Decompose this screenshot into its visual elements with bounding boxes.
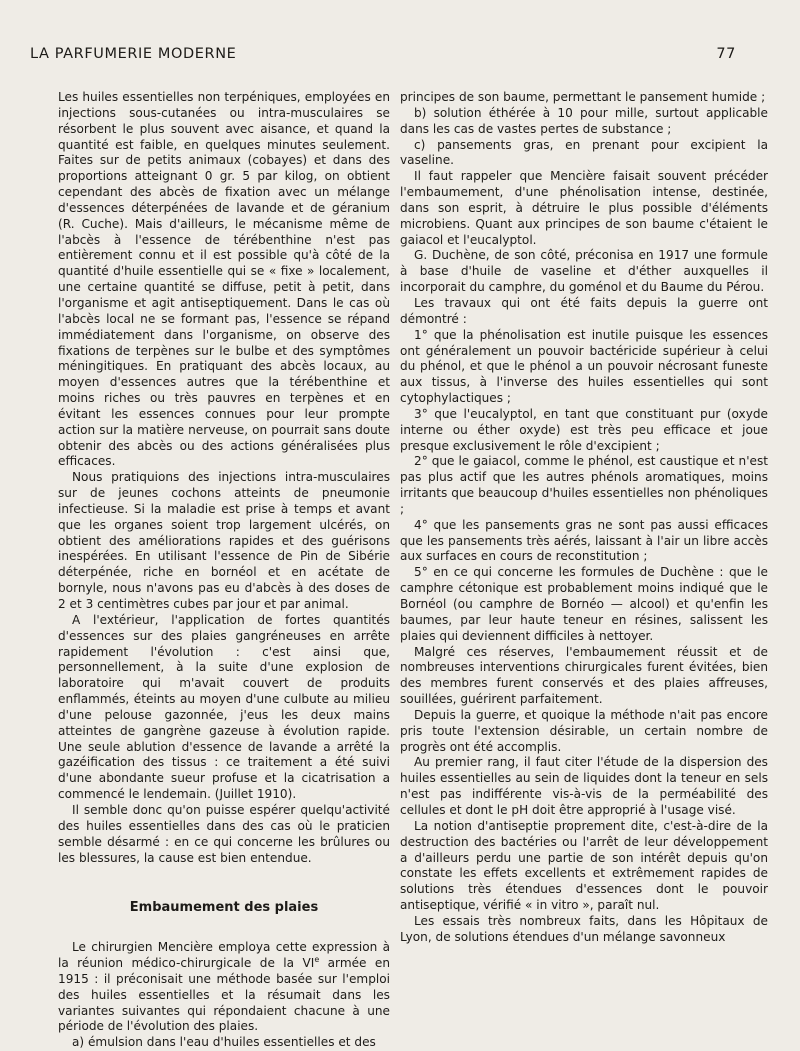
paragraph: c) pansements gras, en prenant pour excipient la vaseline. xyxy=(400,137,768,168)
paragraph: Les huiles essentielles non terpéniques, employées en injections sous-cutanées ou intra-musculaires se résorbent le plus souvent avec aisance, et quand la quantité est faible, en quelques minutes seulement. Faites sur de petits animaux (cobayes) et dans des proportions atteignant 0 gr. 5 par kilog, on obtient cependant des abcès de fixation avec un mélange d'essences déterpénées de lavande et de géranium (R. Cuche). Mais d'ailleurs, le mécanisme même de l'abcès à l'essence de térébenthine n'est pas entièrement connu et il est possible qu'à côté de la quantité d'huile essentielle qui se « fixe » localement, une certaine quantité se diffuse, petit à petit, dans l'organisme et agit antiseptiquement. Dans le cas où l'abcès local ne se formant pas, l'essence se répand immédiatement dans l'organisme, on observe des fixations de terpènes sur le bulbe et des symptômes méningitiques. En pratiquant des abcès locaux, au moyen d'essences autres que la térébenthine et moins riches ou très pauvres en terpènes et en évitant les essences connues pour leur prompte action sur la matière nerveuse, on pourrait sans doute obtenir des abcès ou des actions généralisées plus efficaces. xyxy=(58,90,390,469)
paragraph: 1° que la phénolisation est inutile puisque les essences ont généralement un pouvoir bactéricide supérieur à celui du phénol, et que le phénol a un pouvoir nécrosant funeste aux tissus, à l'inverse des huiles essentielles qui sont cytophylactiques ; xyxy=(400,327,768,406)
paragraph: G. Duchène, de son côté, préconisa en 1917 une formule à base d'huile de vaseline et d'éther auxquelles il incorporait du camphre, du goménol et du Baume du Pérou. xyxy=(400,248,768,295)
paragraph: Il faut rappeler que Mencière faisait souvent précéder l'embaumement, d'une phénolisation intense, destinée, dans son esprit, à détruire le plus possible d'éléments microbiens. Quant aux principes de son baume c'étaient le gaiacol et l'eucalyptol. xyxy=(400,169,768,247)
paragraph: b) solution éthérée à 10 pour mille, surtout applicable dans les cas de vastes pertes de substance ; xyxy=(400,105,768,136)
paragraph: La notion d'antiseptie proprement dite, c'est-à-dire de la destruction des bactéries ou l'arrêt de leur développement a d'ailleurs perdu une partie de son intérêt depuis qu'on constate les effets excellents et extrêmement rapides de solutions très étendues d'essences dont le pouvoir antiseptique, vérifié « in vitro », paraît nul. xyxy=(400,818,768,913)
paragraph: Nous pratiquions des injections intra-musculaires sur de jeunes cochons atteints de pneumonie infectieuse. Si la maladie est prise à temps et avant que les organes soient trop largement ulcérés, on obtient des améliorations rapides et des guérisons inespérées. En utilisant l'essence de Pin de Sibérie déterpénée, riche en bornéol et en acétate de bornyle, nous n'avons pas eu d'abcès à des doses de 2 et 3 centimètres cubes par jour et par animal. xyxy=(58,470,390,611)
paragraph: Depuis la guerre, et quoique la méthode n'ait pas encore pris toute l'extension désirable, un certain nombre de progrès ont été accomplis. xyxy=(400,707,768,754)
paragraph: Les essais très nombreux faits, dans les Hôpitaux de Lyon, de solutions étendues d'un mélange savonneux xyxy=(400,913,768,944)
paragraph: 5° en ce qui concerne les formules de Duchène : que le camphre cétonique est probablement moins indiqué que le Bornéol (ou camphre de Bornéo — alcool) et qu'enfin les baumes, par leur haute teneur en résines, salissent les plaies qui deviennent difficiles à nettoyer. xyxy=(400,565,768,643)
left-column xyxy=(58,90,390,1051)
paragraph: Il semble donc qu'on puisse espérer quelqu'activité des huiles essentielles dans des cas où le praticien semble désarmé : en ce qui concerne les brûlures ou les blessures, la cause est bien entendue. xyxy=(58,802,390,865)
paragraph: Malgré ces réserves, l'embaumement réussit et de nombreuses interventions chirurgicales furent évitées, bien des membres furent conservés et des plaies affreuses, souillées, guérirent parfaitement. xyxy=(400,644,768,707)
paragraph: A l'extérieur, l'application de fortes quantités d'essences sur des plaies gangréneuses en arrête rapidement l'évolution : c'est ainsi que, personnellement, à la suite d'une explosion de laboratoire qui m'avait couvert de produits enflammés, éteints au moyen d'une culbute au milieu d'une pelouse gazonnée, j'eus les deux mains atteintes de gangrène gazeuse à évolution rapide. Une seule ablution d'essence de lavande a arrêté la gazéification des tissus : ce traitement a été suivi d'une abondante sueur profuse et la cicatrisation a commencé le lendemain. (Juillet 1910). xyxy=(58,612,390,802)
page-header xyxy=(30,46,770,70)
paragraph: 2° que le gaiacol, comme le phénol, est caustique et n'est pas plus actif que les autres phénols aromatiques, moins irritants que beaucoup d'huiles essentielles non phénoliques ; xyxy=(400,454,768,516)
page-number: 77 xyxy=(716,46,736,62)
paragraph: Le chirurgien Mencière employa cette expression à la réunion médico-chirurgicale de la VIe armée en 1915 : il préconisait une méthode basée sur l'emploi des huiles essentielles et la résumait dans les variantes suivantes qui répondaient chacune à une période de l'évolution des plaies. xyxy=(58,940,390,1034)
running-title: LA PARFUMERIE MODERNE xyxy=(30,46,237,62)
section-heading: Embaumement des plaies xyxy=(129,900,319,916)
paragraph: a) émulsion dans l'eau d'huiles essentielles et des xyxy=(72,1035,376,1050)
paragraph: principes de son baume, permettant le pansement humide ; xyxy=(400,90,766,104)
paragraph: 4° que les pansements gras ne sont pas aussi efficaces que les pansements très aérés, laissant à l'air un libre accès aux surfaces en cours de reconstitution ; xyxy=(400,517,768,564)
paragraph: 3° que l'eucalyptol, en tant que constituant pur (oxyde interne ou éther oxyde) est très peu efficace et joue presque exclusivement le rôle d'excipient ; xyxy=(400,406,768,453)
paragraph: Au premier rang, il faut citer l'étude de la dispersion des huiles essentielles au sein de liquides dont la teneur en sels n'est pas indifférente vis-à-vis de la perméabilité des cellules et dont le pH doit être approprié à l'usage visé. xyxy=(400,755,768,817)
paragraph: Les travaux qui ont été faits depuis la guerre ont démontré : xyxy=(400,295,768,326)
right-column xyxy=(400,90,768,946)
